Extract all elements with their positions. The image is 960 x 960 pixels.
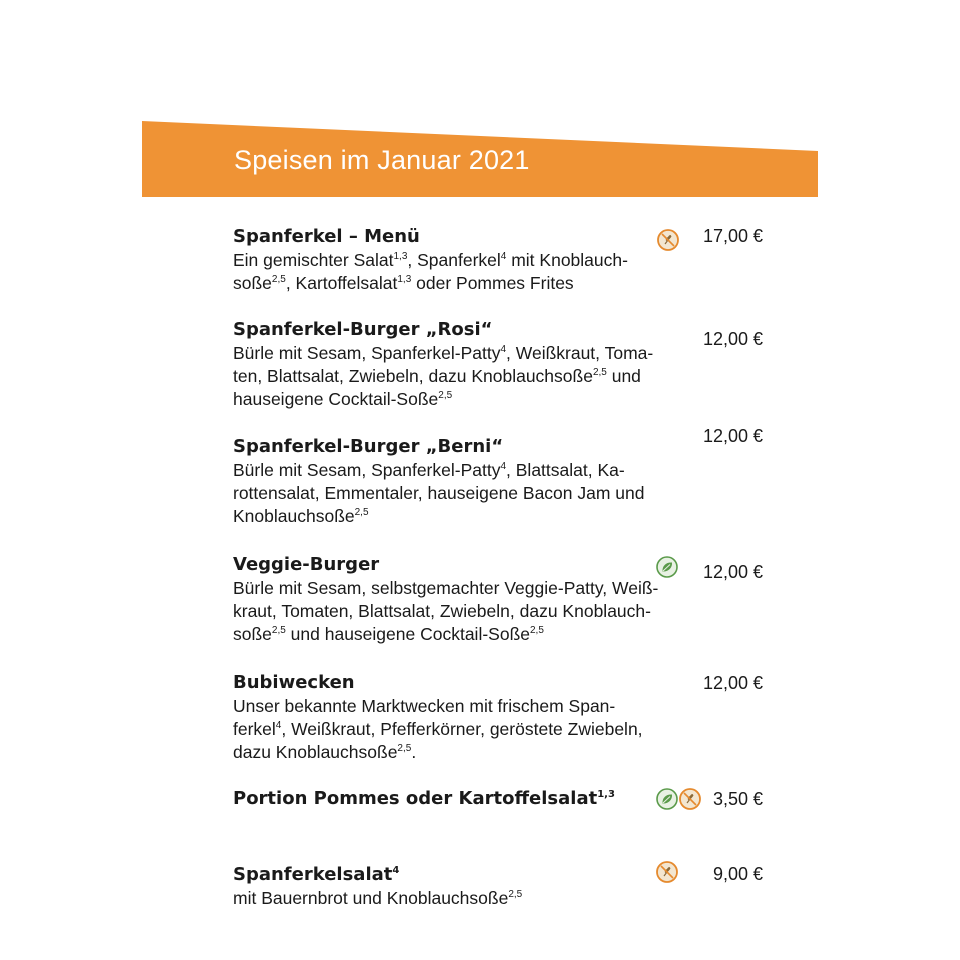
menu-item-6 — [233, 863, 653, 910]
item-name: Spanferkel-Burger „Berni“ — [233, 436, 504, 457]
item-description — [233, 249, 653, 295]
page-title: Speisen im Januar 2021 — [234, 145, 530, 175]
description-line: soße$^{2,5}$ und hauseigene Cocktail-Soße$^{2,5}$ — [233, 624, 544, 644]
header-banner — [142, 121, 818, 197]
description-line: ten, Blattsalat, Zwiebeln, dazu Knoblauchsoße$^{2,5}$ und — [233, 366, 641, 386]
item-description — [233, 459, 653, 528]
description-line: Bürle mit Sesam, Spanferkel-Patty$^4$, Blattsalat, Ka- — [233, 460, 625, 480]
description-line: Bürle mit Sesam, selbstgemachter Veggie-Patty, Weiß- — [233, 578, 659, 598]
description-line: Unser bekannte Marktwecken mit frischem Span- — [233, 696, 616, 716]
item-description — [233, 342, 653, 411]
no-gluten-icon — [657, 229, 679, 251]
description-line: hauseigene Cocktail-Soße$^{2,5}$ — [233, 389, 453, 409]
item-name: Veggie-Burger — [233, 554, 380, 575]
description-line: Bürle mit Sesam, Spanferkel-Patty$^4$, Weißkraut, Toma- — [233, 343, 654, 363]
veggie-icon — [656, 556, 678, 578]
item-name: Spanferkelsalat$^4$ — [233, 864, 400, 885]
menu-item-1 — [233, 318, 653, 411]
item-name: Spanferkel-Burger „Rosi“ — [233, 319, 493, 340]
item-price: 12,00 € — [702, 329, 763, 349]
description-line: ferkel$^4$, Weißkraut, Pfefferkörner, geröstete Zwiebeln, — [233, 719, 643, 739]
item-price: 12,00 € — [702, 562, 763, 582]
item-description — [233, 577, 659, 646]
item-price: 12,00 € — [702, 673, 763, 693]
item-description — [233, 695, 653, 764]
item-price: 9,00 € — [712, 864, 763, 884]
item-name: Portion Pommes oder Kartoffelsalat$^{1,3}$ — [233, 788, 615, 809]
item-name: Spanferkel – Menü — [233, 226, 420, 247]
menu-item-0 — [233, 225, 653, 295]
description-line: soße$^{2,5}$, Kartoffelsalat$^{1,3}$ oder Pommes Frites — [233, 273, 574, 293]
menu-item-5 — [233, 787, 653, 811]
item-price: 17,00 € — [702, 226, 763, 246]
item-price: 12,00 € — [702, 426, 763, 446]
no-gluten-icon — [656, 861, 678, 883]
veggie-icon — [656, 788, 678, 810]
description-line: Ein gemischter Salat$^{1,3}$, Spanferkel$^4$ mit Knoblauch- — [233, 250, 628, 270]
description-line: dazu Knoblauchsoße$^{2,5}$. — [233, 742, 417, 762]
description-line: Knoblauchsoße$^{2,5}$ — [233, 506, 369, 526]
menu-item-3 — [233, 553, 659, 646]
item-price: 3,50 € — [712, 789, 763, 809]
menu-item-4 — [233, 671, 653, 764]
menu-item-2 — [233, 435, 653, 528]
item-name: Bubiwecken — [233, 672, 355, 693]
description-line: kraut, Tomaten, Blattsalat, Zwiebeln, dazu Knoblauch- — [233, 601, 651, 621]
item-description — [233, 887, 653, 910]
description-line: rottensalat, Emmentaler, hauseigene Bacon Jam und — [233, 483, 645, 503]
no-gluten-icon — [679, 788, 701, 810]
description-line: mit Bauernbrot und Knoblauchsoße$^{2,5}$ — [233, 888, 523, 908]
